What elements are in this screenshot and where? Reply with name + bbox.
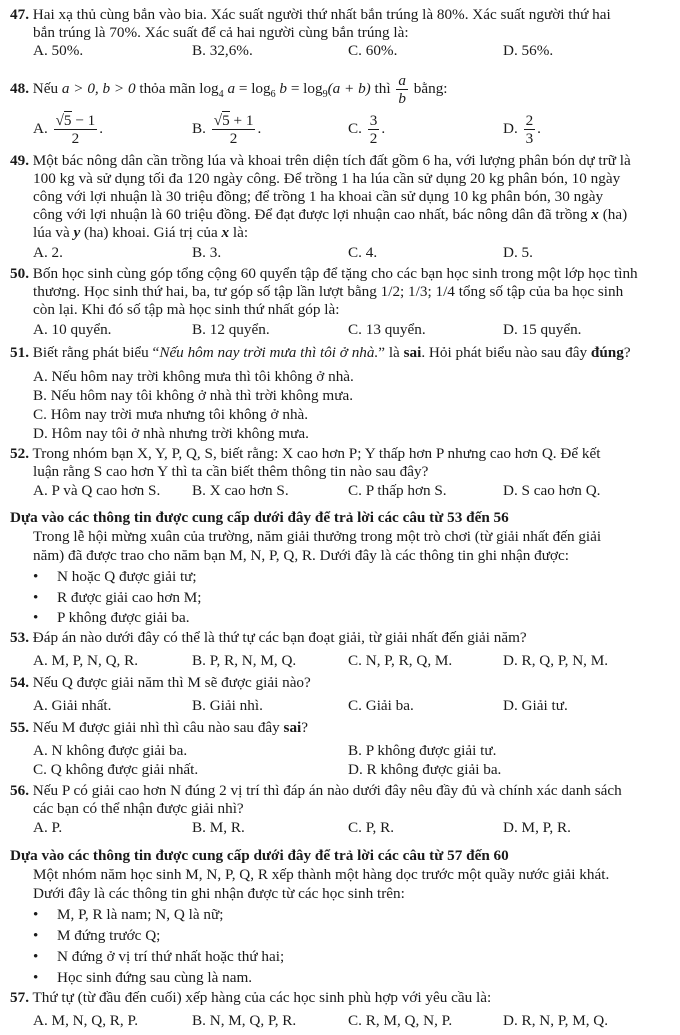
question-text: Thứ tự (từ đầu đến cuối) xếp hàng của các học sinh phù hợp với yêu cầu là: [32,989,492,1006]
question-text: công với lợi nhuận là 60 triệu đồng. Để đạt được lợi nhuận cao nhất, bác nông dân đã trồng x (ha) [33,206,628,223]
answer-option-d[interactable]: D. R không được giải ba. [348,761,502,778]
answer-option-a[interactable]: A. 10 quyển. [33,321,112,338]
question-number: 50. [10,265,29,282]
fraction-a-over-b: $\frac{a}{b}$ [398,72,406,107]
question-57 [10,989,672,1007]
question-text: Nếu Q được giải năm thì M sẽ được giải nào? [32,674,311,691]
question-number: 54. [10,674,29,691]
question-number: 47. [10,6,29,23]
question-text: bắn trúng là 70%. Xác suất để cả hai người cùng bắn trúng là: [33,24,409,41]
bullet-item: • Học sinh đứng sau cùng là nam. [33,969,253,986]
question-text: luận rằng S cao hơn Y thì ta cần biết thêm thông tin nào sau đây? [33,463,429,480]
question-number: 56. [10,782,29,799]
answer-option-b[interactable]: B. M, R. [192,819,245,836]
question-50 [10,265,672,319]
answer-option-c[interactable]: C. Q không được giải nhất. [33,761,199,778]
question-text: Trong nhóm bạn X, Y, P, Q, S, biết rằng: X cao hơn P; Y thấp hơn P nhưng cao hơn Q. Để kết [32,445,601,462]
answer-option-b[interactable]: B. X cao hơn S. [192,482,289,499]
question-text: công với lợi nhuận là 30 triệu đồng; để trồng 1 ha khoai cần sử dụng 10 kg phân bón, 30 ngày [33,188,604,205]
bullet-item: • N đứng ở vị trí thứ nhất hoặc thứ hai; [33,948,285,965]
question-text: Bốn học sinh cùng góp tổng cộng 60 quyển tập để tặng cho các bạn học sinh trong một lớp học tình [32,265,638,282]
question-53 [10,629,672,647]
bullet-item: • P không được giải ba. [33,609,190,626]
answer-option-a[interactable]: A. 2. [33,244,63,261]
question-text: Nếu M được giải nhì thì câu nào sau đây sai? [32,719,309,736]
question-text: lúa và y (ha) khoai. Giá trị của x là: [33,224,249,241]
answer-option-a[interactable]: A. 50%. [33,42,84,59]
question-56 [10,782,672,818]
question-47 [10,6,672,42]
answer-option-c[interactable]: C. 60%. [348,42,398,59]
section-heading: Dựa vào các thông tin được cung cấp dưới đây để trả lời các câu từ 57 đến 60 [10,847,509,864]
section-heading: Dựa vào các thông tin được cung cấp dưới đây để trả lời các câu từ 53 đến 56 [10,509,509,526]
answer-option-a[interactable]: A. $\frac{√5 - 1}{2}$ . [33,112,104,147]
question-number: 52. [10,445,29,462]
question-number: 51. [10,344,29,361]
question-text: Một bác nông dân cần trồng lúa và khoai trên diện tích đất gồm 6 ha, với lượng phân bón dự trữ là [32,152,631,169]
answer-option-b[interactable]: B. 12 quyển. [192,321,270,338]
question-text: thỏa mãn [139,79,196,97]
question-55 [10,719,672,737]
math-condition: a > 0, b > 0 [61,79,136,97]
answer-option-b[interactable]: B. P không được giải tư. [348,742,497,759]
question-49 [10,152,672,242]
question-number: 48. [10,79,29,97]
question-text: Nếu P có giải cao hơn N đúng 2 vị trí thì đáp án nào dưới đây nêu đầy đủ và chính xác danh sách [32,782,622,799]
question-number: 55. [10,719,29,736]
answer-option-c[interactable]: C. 13 quyển. [348,321,426,338]
question-number: 53. [10,629,29,646]
question-text: bằng: [413,79,448,97]
answer-option-a[interactable]: A. Nếu hôm nay trời không mưa thì tôi không ở nhà. [33,368,354,385]
bullet-item: • M đứng trước Q; [33,927,161,944]
question-text: thì [374,79,391,97]
question-52 [10,445,672,481]
answer-option-a[interactable]: A. Giải nhất. [33,697,112,714]
answer-option-d[interactable]: D. R, Q, P, N, M. [503,652,609,669]
answer-option-c[interactable]: C. Giải ba. [348,697,414,714]
answer-option-a[interactable]: A. N không được giải ba. [33,742,188,759]
bullet-item: • M, P, R là nam; N, Q là nữ; [33,906,224,923]
answer-option-a[interactable]: A. P. [33,819,63,836]
answer-option-d[interactable]: D. R, N, P, M, Q. [503,1012,609,1029]
answer-option-d[interactable]: D. 5. [503,244,533,261]
answer-option-c[interactable]: C. P thấp hơn S. [348,482,447,499]
answer-option-a[interactable]: A. P và Q cao hơn S. [33,482,161,499]
question-54 [10,674,672,692]
answer-option-d[interactable]: D. $\frac{2}{3}$ . [503,112,541,147]
passage-text: Trong lễ hội mừng xuân của trường, năm giải thưởng trong một trò chơi (từ giải nhất đến giải [33,528,602,545]
answer-option-d[interactable]: D. 56%. [503,42,554,59]
answer-option-c[interactable]: C. Hôm nay trời mưa nhưng tôi không ở nhà. [33,406,309,423]
answer-option-d[interactable]: D. M, P, R. [503,819,571,836]
question-text: Hai xạ thủ cùng bắn vào bia. Xác suất người thứ nhất bắn trúng là 80%. Xác suất người thứ hai [32,6,611,23]
answer-option-b[interactable]: B. Giải nhì. [192,697,263,714]
answer-option-d[interactable]: D. S cao hơn Q. [503,482,601,499]
answer-option-c[interactable]: C. R, M, Q, N, P. [348,1012,453,1029]
passage-text: Một nhóm năm học sinh M, N, P, Q, R xếp thành một hàng dọc trước một quầy nước giải khát. [33,866,610,883]
question-number: 57. [10,989,29,1006]
answer-option-c[interactable]: C. N, P, R, Q, M. [348,652,453,669]
answer-option-b[interactable]: B. 32,6%. [192,42,253,59]
answer-option-b[interactable]: B. Nếu hôm nay tôi không ở nhà thì trời không mưa. [33,387,353,404]
answer-option-b[interactable]: B. $\frac{√5 + 1}{2}$ . [192,112,262,147]
answer-option-c[interactable]: C. P, R. [348,819,395,836]
question-number: 49. [10,152,29,169]
answer-option-a[interactable]: A. M, P, N, Q, R. [33,652,139,669]
answer-option-d[interactable]: D. Hôm nay tôi ở nhà nhưng trời không mưa. [33,425,309,442]
question-text: Biết rằng phát biểu “Nếu hôm nay trời mưa thì tôi ở nhà.” là sai. Hỏi phát biểu nào sau đây đúng? [32,344,631,361]
question-text: Nếu [32,79,59,97]
question-text: thương. Học sinh thứ hai, ba, tư góp số tập lần lượt bằng 1/2; 1/3; 1/4 tổng số tập của ba học sinh [33,283,624,300]
answer-option-b[interactable]: B. P, R, N, M, Q. [192,652,297,669]
math-equation: $\log_4 a = \log_6 b = \log_9(a + b)$ [199,79,371,101]
bullet-item: • R được giải cao hơn M; [33,589,202,606]
answer-option-b[interactable]: B. 3. [192,244,222,261]
question-51 [10,344,672,362]
passage-text: năm) đã được trao cho năm bạn M, N, P, Q, R. Dưới đây là các thông tin ghi nhận được: [33,547,569,564]
answer-option-d[interactable]: D. Giải tư. [503,697,568,714]
answer-option-d[interactable]: D. 15 quyển. [503,321,582,338]
answer-option-a[interactable]: A. M, N, Q, R, P. [33,1012,139,1029]
question-48 [10,72,672,107]
question-text: còn lại. Khi đó số tập mà học sinh thứ nhất góp là: [33,301,340,318]
question-text: các bạn có thể nhận được giải nhì? [33,800,244,817]
answer-option-c[interactable]: C. 4. [348,244,378,261]
question-text: 100 kg và sử dụng tối đa 120 ngày công. Để trồng 1 ha lúa cần sử dụng 20 kg phân bón, 10 ngày [33,170,621,187]
bullet-item: • N hoặc Q được giải tư; [33,568,197,585]
answer-option-b[interactable]: B. N, M, Q, P, R. [192,1012,297,1029]
passage-text: Dưới đây là các thông tin ghi nhận được từ các học sinh trên: [33,885,405,902]
answer-option-c[interactable]: C. $\frac{3}{2}$ . [348,112,386,147]
question-text: Đáp án nào dưới đây có thể là thứ tự các bạn đoạt giải, từ giải nhất đến giải năm? [32,629,527,646]
